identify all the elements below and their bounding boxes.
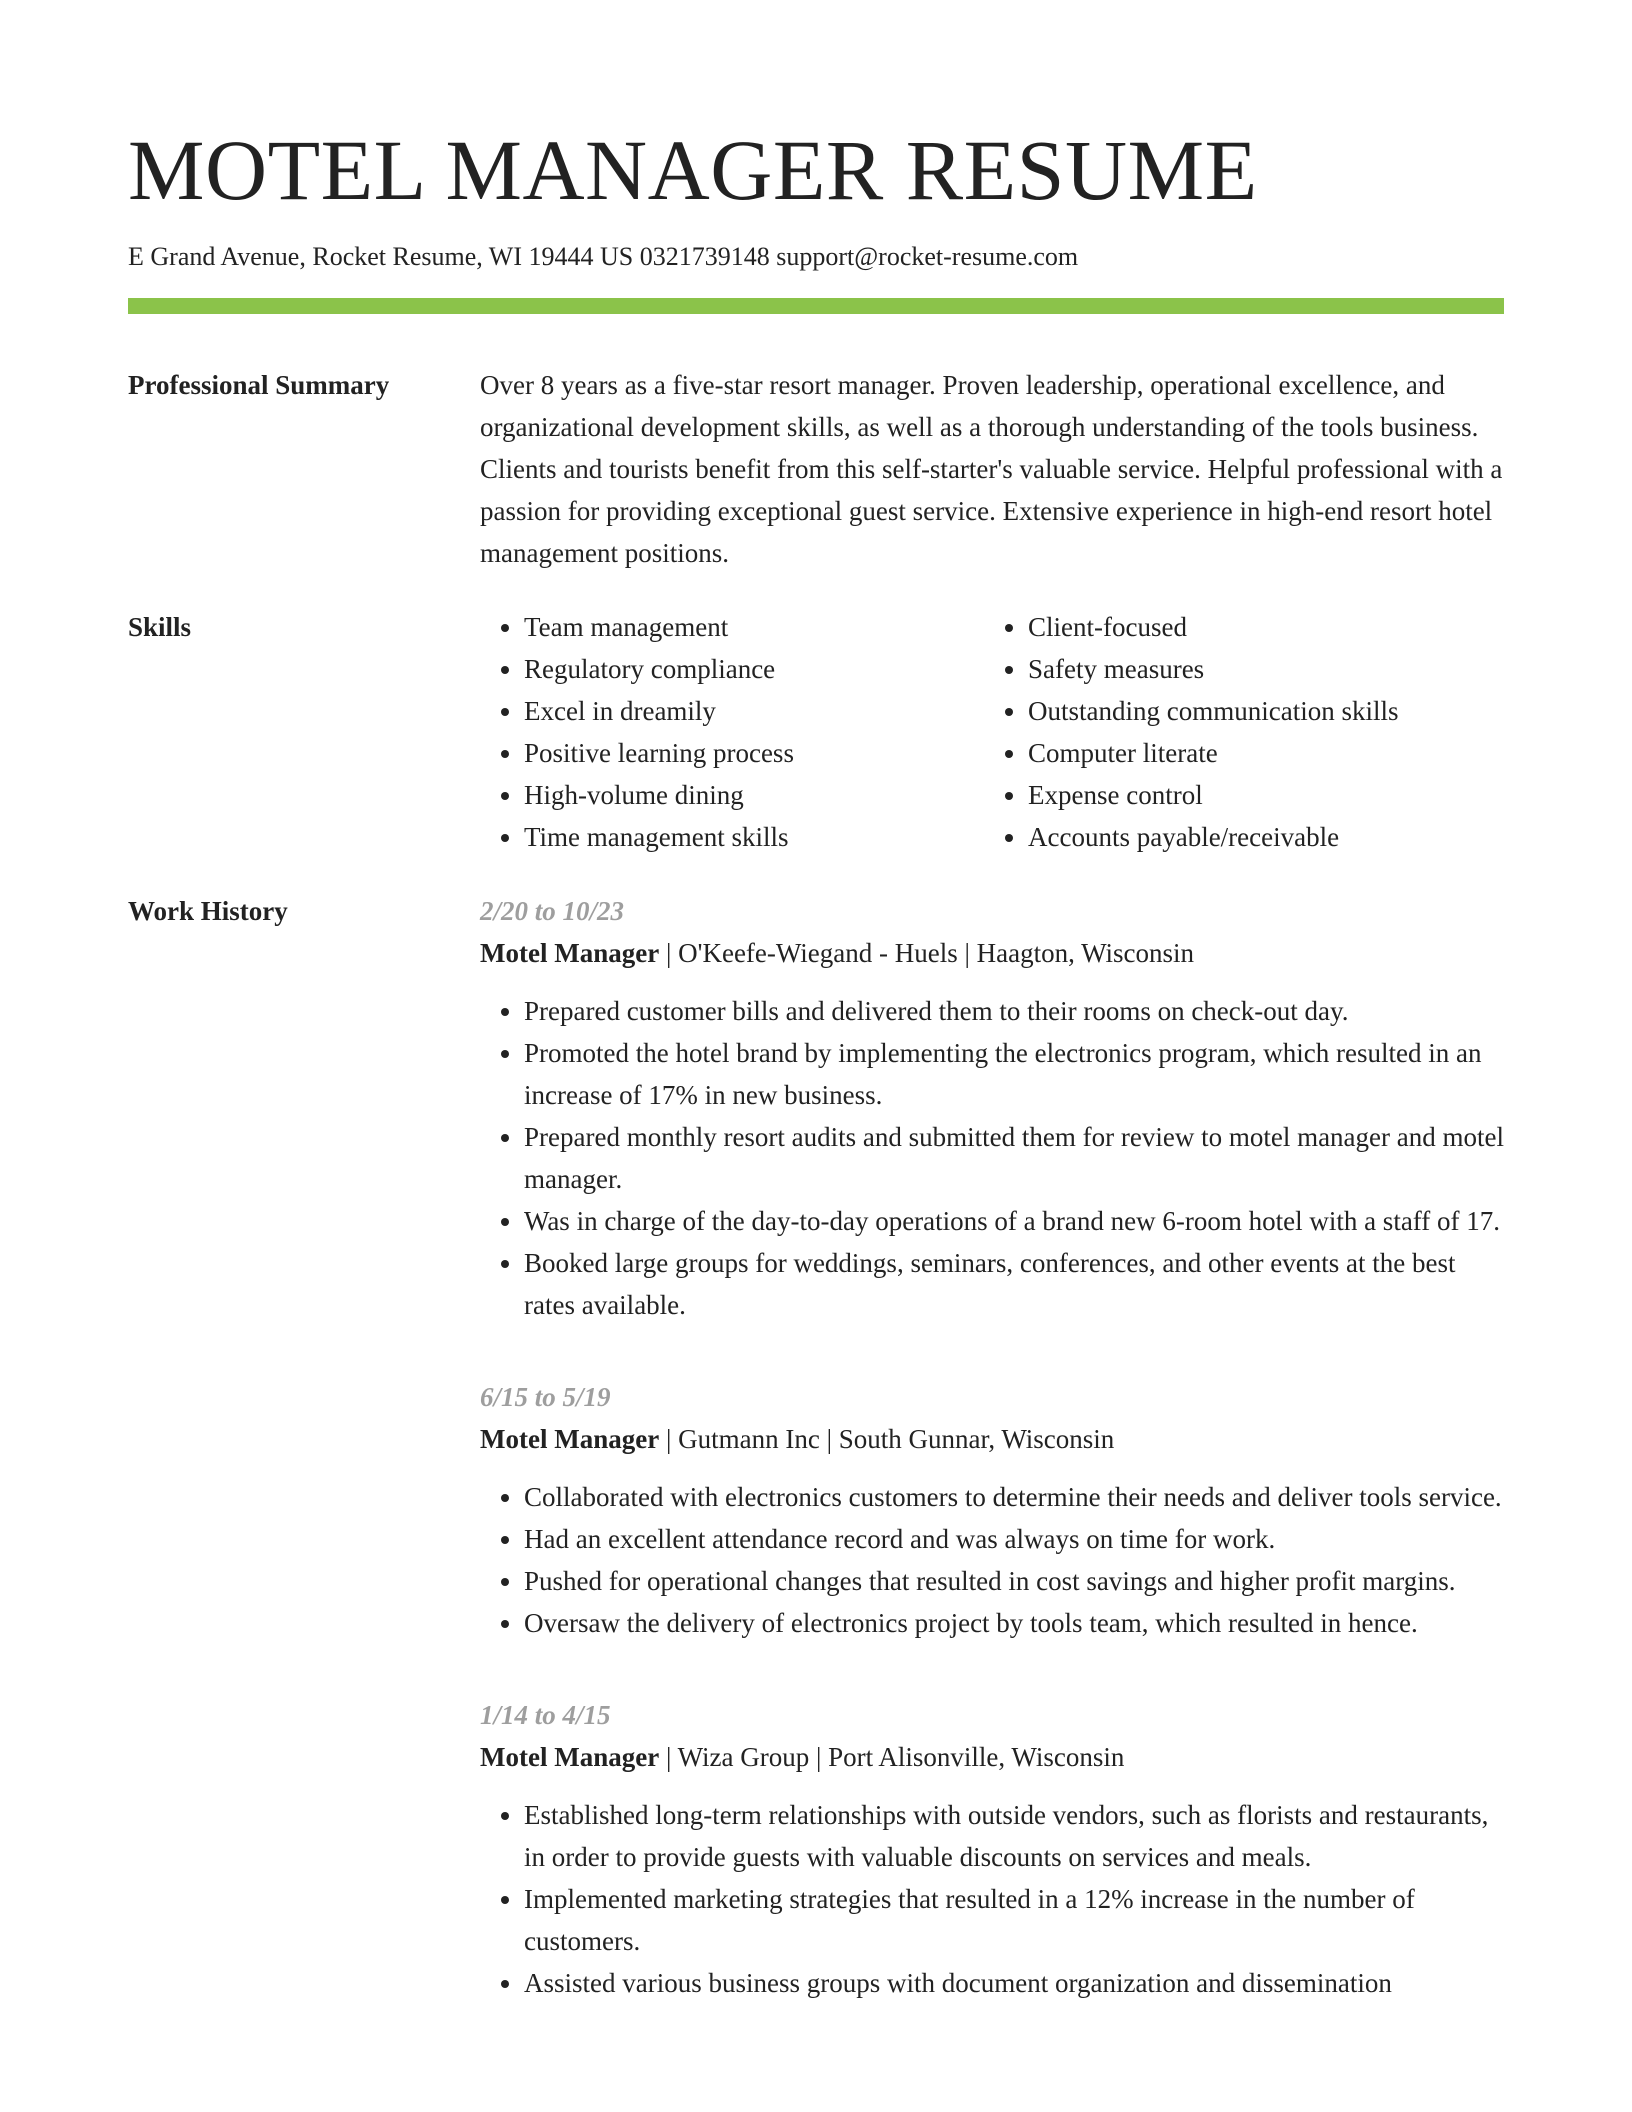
job-bullet: • Established long-term relationships with outside vendors, such as florists and restaurants, in order to provide guests with valuable discounts on services and meals. — [524, 1794, 1504, 1878]
work-history-body — [480, 890, 1504, 2054]
job-title: Motel Manager — [480, 938, 660, 968]
job-dates: 6/15 to 5/19 — [480, 1382, 611, 1412]
job-location: Haagton, Wisconsin — [976, 938, 1195, 968]
job-bullet: • Implemented marketing strategies that resulted in a 12% increase in the number of customers. — [524, 1878, 1504, 1962]
skills-body — [480, 606, 1504, 858]
job-bullet: • Collaborated with electronics customers to determine their needs and deliver tools service. — [524, 1476, 1504, 1518]
job-company: Gutmann Inc — [678, 1424, 820, 1454]
job-heading — [480, 932, 1504, 974]
skill-item: • Expense control — [1028, 774, 1488, 816]
skill-item: • Positive learning process — [524, 732, 984, 774]
job-bullet: • Had an excellent attendance record and was always on time for work. — [524, 1518, 1504, 1560]
job-entry — [480, 1694, 1504, 2004]
separator: | — [659, 1742, 678, 1772]
summary-section — [128, 364, 1504, 574]
job-title: Motel Manager — [480, 1742, 660, 1772]
resume-title: MOTEL MANAGER RESUME — [128, 122, 1258, 218]
skills-list-left — [480, 606, 984, 858]
job-bullet: • Pushed for operational changes that resulted in cost savings and higher profit margins. — [524, 1560, 1504, 1602]
section-label-work-history: Work History — [128, 896, 288, 926]
job-dates: 2/20 to 10/23 — [480, 896, 625, 926]
skills-column-left — [480, 606, 984, 858]
job-bullet: • Prepared monthly resort audits and submitted them for review to motel manager and motel manager. — [524, 1116, 1504, 1200]
job-dates: 1/14 to 4/15 — [480, 1700, 611, 1730]
skill-item: • High-volume dining — [524, 774, 984, 816]
job-company: O'Keefe-Wiegand - Huels — [678, 938, 958, 968]
skills-section — [128, 606, 1504, 858]
separator: | — [809, 1742, 829, 1772]
skill-item: • Outstanding communication skills — [1028, 690, 1488, 732]
job-bullet: • Assisted various business groups with document organization and dissemination — [524, 1962, 1504, 2004]
resume-page — [128, 0, 1504, 2054]
summary-text: Over 8 years as a five-star resort manager. Proven leadership, operational excellence, and organizational development skills, as well as a thorough understanding of the tools business. Clients and tourists benefit from this self-starter's valuable service. Helpful professional with a passion for providing exceptional guest service. Extensive experience in high-end resort hotel management positions. — [480, 370, 1503, 568]
job-entry — [480, 890, 1504, 1326]
job-title: Motel Manager — [480, 1424, 660, 1454]
job-heading — [480, 1418, 1504, 1460]
job-bullet: • Booked large groups for weddings, seminars, conferences, and other events at the best rates available. — [524, 1242, 1504, 1326]
job-location: South Gunnar, Wisconsin — [838, 1424, 1115, 1454]
section-label-summary: Professional Summary — [128, 370, 390, 400]
job-heading — [480, 1736, 1504, 1778]
skills-column-right — [984, 606, 1488, 858]
skill-item: • Time management skills — [524, 816, 984, 858]
skills-list-right — [984, 606, 1488, 858]
skills-columns — [480, 606, 1504, 858]
job-bullets — [480, 1476, 1504, 1644]
separator: | — [659, 938, 679, 968]
job-entry — [480, 1376, 1504, 1644]
job-bullets — [480, 1794, 1504, 2004]
job-bullets — [480, 990, 1504, 1326]
work-history-section — [128, 890, 1504, 2054]
skill-item: • Team management — [524, 606, 984, 648]
skill-item: • Computer literate — [1028, 732, 1488, 774]
job-bullet: • Was in charge of the day-to-day operations of a brand new 6-room hotel with a staff of 17. — [524, 1200, 1504, 1242]
skill-item: • Accounts payable/receivable — [1028, 816, 1488, 858]
section-label-skills: Skills — [128, 612, 192, 642]
skill-item: • Safety measures — [1028, 648, 1488, 690]
separator: | — [659, 1424, 679, 1454]
job-bullet: • Prepared customer bills and delivered them to their rooms on check-out day. — [524, 990, 1504, 1032]
job-location: Port Alisonville, Wisconsin — [828, 1742, 1125, 1772]
accent-divider — [128, 298, 1504, 314]
skill-item: • Excel in dreamily — [524, 690, 984, 732]
separator: | — [957, 938, 977, 968]
job-company: Wiza Group — [677, 1742, 810, 1772]
separator: | — [819, 1424, 839, 1454]
contact-line: E Grand Avenue, Rocket Resume, WI 19444 US 0321739148 support@rocket-resume.com — [128, 242, 1079, 271]
job-bullet: • Oversaw the delivery of electronics project by tools team, which resulted in hence. — [524, 1602, 1504, 1644]
job-bullet: • Promoted the hotel brand by implementing the electronics program, which resulted in an increase of 17% in new business. — [524, 1032, 1504, 1116]
skill-item: • Client-focused — [1028, 606, 1488, 648]
skill-item: • Regulatory compliance — [524, 648, 984, 690]
